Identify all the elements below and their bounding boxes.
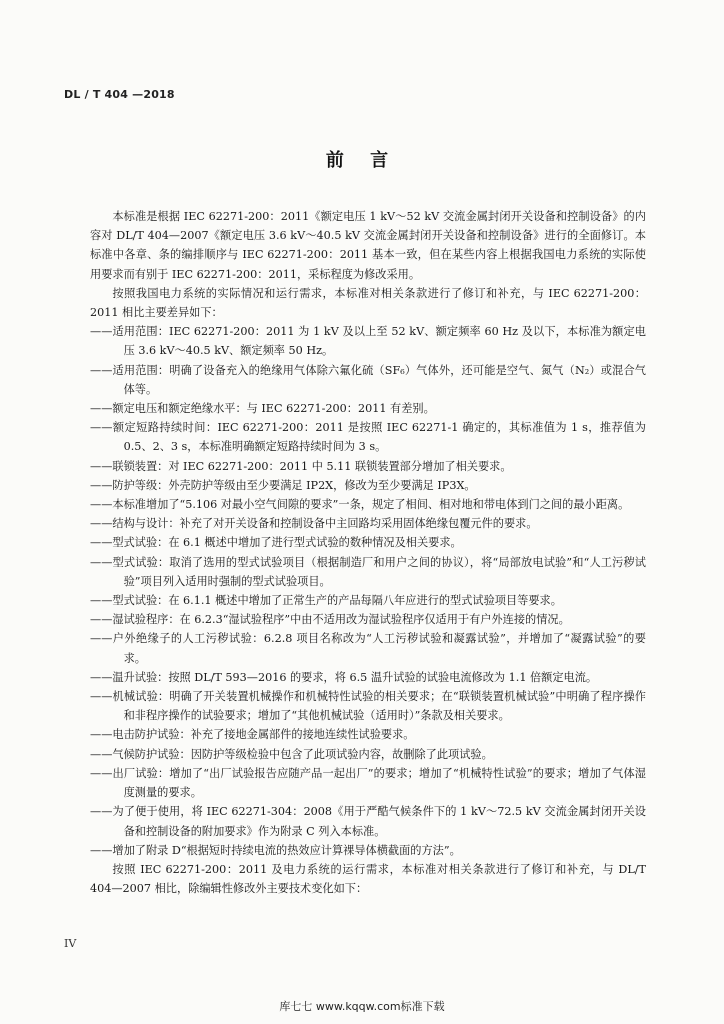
list-item: ——机械试验：明确了开关装置机械操作和机械特性试验的相关要求；在“联锁装置机械试验”中明确了程序操作和非程序操作的试验要求；增加了“其他机械试验（适用时）”条款及相关要求。 xyxy=(90,690,646,723)
list-item: ——联锁装置：对 IEC 62271-200：2011 中 5.11 联锁装置部分增加了相关要求。 xyxy=(90,459,512,473)
differences-list xyxy=(90,322,646,860)
list-item: ——适用范围：明确了设备充入的绝缘用气体除六氟化硫（SF₆）气体外，还可能是空气、氮气（N₂）或混合气体等。 xyxy=(90,363,646,396)
list-item: ——增加了附录 D“根据短时持续电流的热效应计算裸导体横截面的方法”。 xyxy=(90,843,461,857)
list-item: ——本标准增加了“5.106 对最小空气间隙的要求”一条，规定了相间、相对地和带电体到门之间的最小距离。 xyxy=(90,498,630,512)
list-item: ——结构与设计：补充了对开关设备和控制设备中主回路均采用固体绝缘包覆元件的要求。 xyxy=(90,517,538,531)
list-item: ——适用范围：IEC 62271-200：2011 为 1 kV 及以上至 52 kV、额定频率 60 Hz 及以下，本标准为额定电压 3.6 kV～40.5 kV、额定频率 50 Hz。 xyxy=(90,325,646,358)
page-number: IV xyxy=(64,937,77,950)
list-item: ——额定电压和额定绝缘水平：与 IEC 62271-200：2011 有差别。 xyxy=(90,402,435,416)
differences-intro-paragraph: 按照我国电力系统的实际情况和运行需求，本标准对相关条款进行了修订和补充，与 IEC 62271-200：2011 相比主要差异如下： xyxy=(90,286,646,320)
document-code: DL / T 404 —2018 xyxy=(64,88,175,101)
list-item: ——型式试验：在 6.1.1 概述中增加了正常生产的产品每隔八年应进行的型式试验项目等要求。 xyxy=(90,594,562,608)
list-item: ——温升试验：按照 DL/T 593—2016 的要求，将 6.5 温升试验的试验电流修改为 1.1 倍额定电流。 xyxy=(90,670,598,684)
list-item: ——型式试验：取消了选用的型式试验项目（根据制造厂和用户之间的协议），将“局部放电试验”和“人工污秽试验”项目列入适用时强制的型式试验项目。 xyxy=(90,555,646,588)
list-item: ——户外绝缘子的人工污秽试验：6.2.8 项目名称改为“人工污秽试验和凝露试验”，并增加了“凝露试验”的要求。 xyxy=(90,632,646,665)
list-item: ——出厂试验：增加了“出厂试验报告应随产品一起出厂”的要求；增加了“机械特性试验”的要求；增加了气体湿度测量的要求。 xyxy=(90,766,646,800)
footer-watermark: 库七七 www.kqqw.com标准下载 xyxy=(279,1000,445,1013)
list-item: ——电击防护试验：补充了接地金属部件的接地连续性试验要求。 xyxy=(90,728,415,742)
list-item: ——湿试验程序：在 6.2.3“湿试验程序”中由不适用改为湿试验程序仅适用于有户外连接的情况。 xyxy=(90,613,570,627)
closing-paragraph: 按照 IEC 62271-200：2011 及电力系统的运行需求，本标准对相关条款进行了修订和补充，与 DL/T 404—2007 相比，除编辑性修改外主要技术变化如下： xyxy=(90,862,646,896)
list-item: ——气候防护试验：因防护等级检验中包含了此项试验内容，故删除了此项试验。 xyxy=(90,747,493,761)
list-item: ——额定短路持续时间：IEC 62271-200：2011 是按照 IEC 62271-1 确定的，其标准值为 1 s，推荐值为 0.5、2、3 s，本标准明确额定短路持续时间为 3 s。 xyxy=(90,421,646,454)
page-title: 前 言 xyxy=(325,150,399,171)
list-item: ——为了便于使用，将 IEC 62271-304：2008《用于严酷气候条件下的 1 kV～72.5 kV 交流金属封闭开关设备和控制设备的附加要求》作为附录 C 列入本标准。 xyxy=(90,805,646,838)
list-item: ——型式试验：在 6.1 概述中增加了进行型式试验的数种情况及相关要求。 xyxy=(90,536,462,550)
intro-paragraph: 本标准是根据 IEC 62271-200：2011《额定电压 1 kV～52 kV 交流金属封闭开关设备和控制设备》的内容对 DL/T 404—2007《额定电压 3.6 kV～40.5 kV 交流金属封闭开关设备和控制设备》进行的全面修订。本标准中各章、条的编排顺序与 IEC 62271-200：2011 基本一致，但在某些内容上根据我国电力系统的实际使用要求而有别于 IEC 62271-200：2011，采标程度为修改采用。 xyxy=(90,210,646,281)
document-body xyxy=(90,207,646,898)
list-item: ——防护等级：外壳防护等级由至少要满足 IP2X，修改为至少要满足 IP3X。 xyxy=(90,478,476,492)
